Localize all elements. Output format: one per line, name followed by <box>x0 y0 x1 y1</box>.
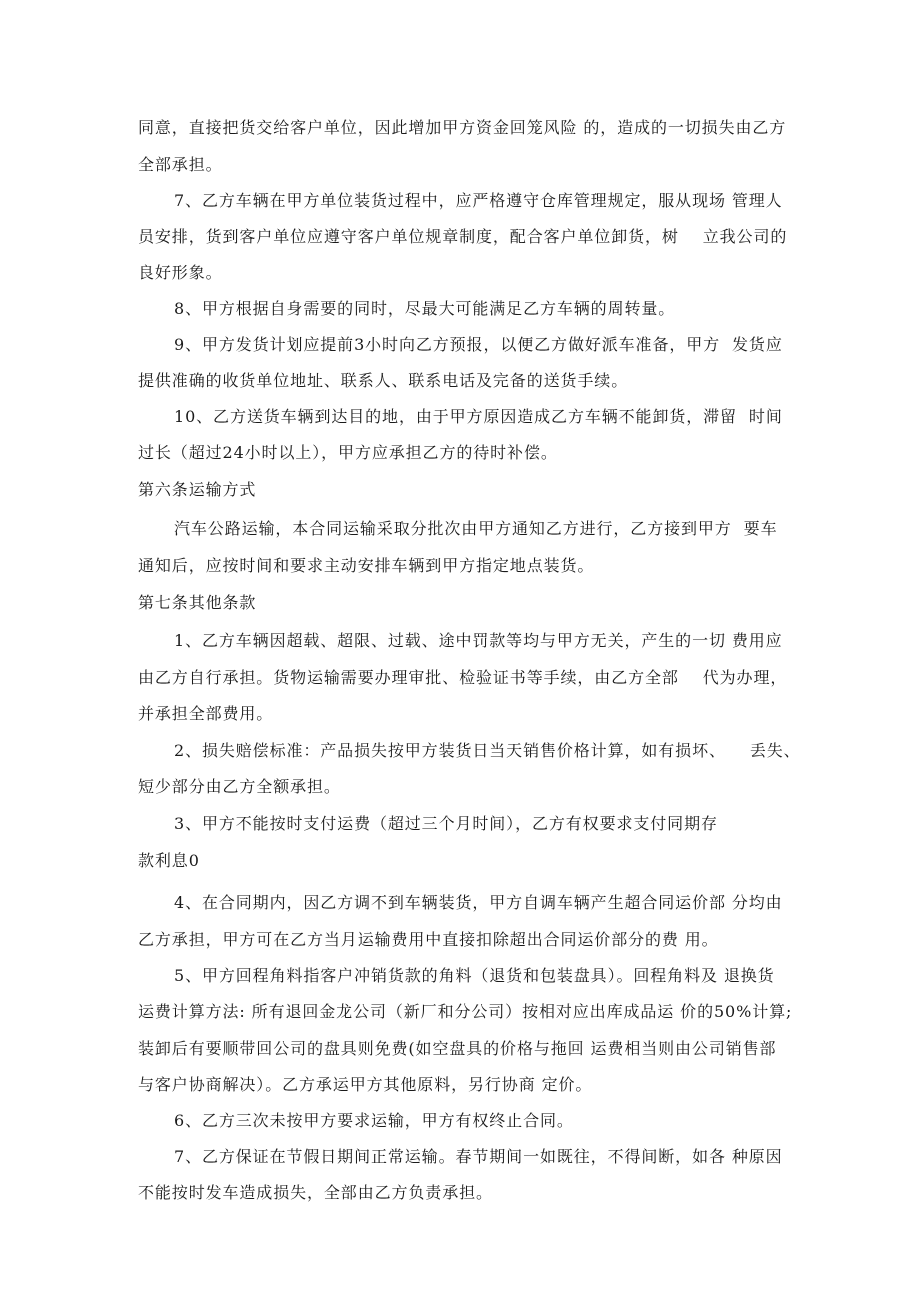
text-line: 3、甲方不能按时支付运费（超过三个月时间），乙方有权要求支付同期存 <box>174 814 718 833</box>
text-line: 并承担全部费用。 <box>138 704 274 723</box>
text-line: 过长（超过24小时以上），甲方应承担乙方的待时补偿。 <box>138 443 558 462</box>
text-line: 8、甲方根据自身需要的同时，尽最大可能满足乙方车辆的周转量。 <box>174 299 676 318</box>
text-line: 7、乙方保证在节假日期间正常运输。春节期间一如既往，不得间断，如各 种原因 <box>174 1147 783 1166</box>
text-line: 汽车公路运输，本合同运输采取分批次由甲方通知乙方进行，乙方接到甲方 要车 <box>174 519 778 538</box>
section-heading: 第六条运输方式 <box>138 480 257 499</box>
text-line: 全部承担。 <box>138 155 223 174</box>
text-line: 9、甲方发货计划应提前3小时向乙方预报，以便乙方做好派车准备，甲方 发货应 <box>174 335 783 354</box>
text-line: 款利息0 <box>138 851 200 870</box>
text-line: 乙方承担，甲方可在乙方当月运输费用中直接扣除超出合同运价部分的费 用。 <box>138 930 719 949</box>
text-line: 与客户协商解决）。乙方承运甲方其他原料，另行协商 定价。 <box>138 1075 593 1094</box>
text-line: 员安排，货到客户单位应遵守客户单位规章制度，配合客户单位卸货，树 立我公司的 <box>138 227 788 246</box>
text-line: 同意，直接把货交给客户单位，因此增加甲方资金回笼风险 的，造成的一切损失由乙方 <box>138 118 787 137</box>
text-line: 不能按时发车造成损失，全部由乙方负责承担。 <box>138 1183 493 1202</box>
text-line: 2、损失赔偿标准：产品损失按甲方装货日当天销售价格计算，如有损坏、 丢失、 <box>174 741 801 760</box>
text-line: 由乙方自行承担。货物运输需要办理审批、检验证书等手续，由乙方全部 代为办理， <box>138 668 788 687</box>
text-line: 6、乙方三次未按甲方要求运输，甲方有权终止合同。 <box>174 1111 574 1130</box>
section-heading: 第七条其他条款 <box>138 593 257 612</box>
text-line: 4、在合同期内，因乙方调不到车辆装货，甲方自调车辆产生超合同运价部 分均由 <box>174 893 783 912</box>
text-line: 1、乙方车辆因超载、超限、过载、途中罚款等均与甲方无关，产生的一切 费用应 <box>174 631 783 650</box>
text-line: 运费计算方法: 所有退回金龙公司（新厂和分公司）按相对应出库成品运 价的50%计算; <box>138 1002 793 1021</box>
text-line: 装卸后有要顺带回公司的盘具则免费(如空盘具的价格与拖回 运费相当则由公司销售部 <box>138 1039 777 1058</box>
text-line: 7、乙方车辆在甲方单位装货过程中，应严格遵守仓库管理规定，服从现场 管理人 <box>174 191 783 210</box>
text-line: 10、乙方送货车辆到达目的地，由于甲方原因造成乙方车辆不能卸货，滞留 时间 <box>174 407 783 426</box>
text-line: 提供准确的收货单位地址、联系人、联系电话及完备的送货手续。 <box>138 371 629 390</box>
text-line: 短少部分由乙方全额承担。 <box>138 777 341 796</box>
text-line: 良好形象。 <box>138 263 223 282</box>
text-line: 5、甲方回程角料指客户冲销货款的角料（退货和包装盘具）。回程角料及 退换货 <box>174 966 775 985</box>
text-line: 通知后，应按时间和要求主动安排车辆到甲方指定地点装货。 <box>138 556 595 575</box>
